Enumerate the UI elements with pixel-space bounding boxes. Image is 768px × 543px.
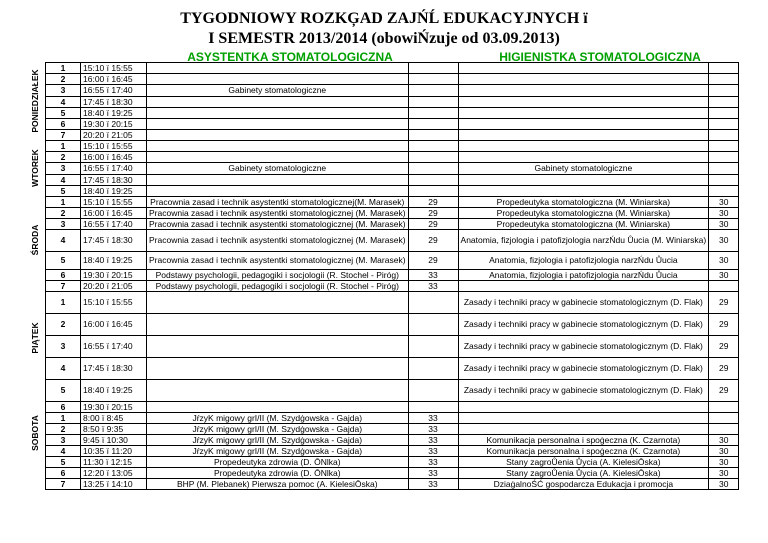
hygienist-room: 29 [709,358,739,380]
lesson-number: 3 [46,435,81,446]
assistant-subject [147,186,409,197]
lesson-time: 16:55 ï 17:40 [81,336,147,358]
assistant-room: 33 [408,281,458,292]
hygienist-subject: Zasady i techniki pracy w gabinecie stomatologicznym (D. Flak) [458,380,709,402]
lesson-number: 4 [46,97,81,108]
hygienist-room [709,130,739,141]
lesson-number: 6 [46,402,81,413]
table-row [46,119,739,130]
lesson-time: 18:40 ï 19:25 [81,108,147,119]
lesson-time: 16:55 ï 17:40 [81,163,147,175]
lesson-time: 17:45 ï 18:30 [81,97,147,108]
lesson-number: 1 [46,197,81,208]
hygienist-room [709,424,739,435]
table-row [46,186,739,197]
lesson-time: 9:45 ï 10:30 [81,435,147,446]
assistant-subject: Pracownia zasad i technik asystentki stomatologicznej(M. Marasek) [147,197,409,208]
lesson-time: 16:00 ï 16:45 [81,74,147,85]
hygienist-subject [458,108,709,119]
lesson-time: 10:35 ï 11:20 [81,446,147,457]
assistant-room: 33 [408,424,458,435]
table-row [46,97,739,108]
lesson-number: 4 [46,446,81,457]
lesson-number: 6 [46,119,81,130]
lesson-number: 7 [46,281,81,292]
hygienist-room [709,63,739,74]
assistant-subject [147,74,409,85]
table-row [46,424,739,435]
assistant-room [408,141,458,152]
hygienist-room: 30 [709,230,739,252]
hygienist-subject [458,186,709,197]
day-label-tuesday: WTOREK [30,148,40,187]
assistant-room [408,63,458,74]
table-row [46,358,739,380]
lesson-time: 16:00 ï 16:45 [81,152,147,163]
lesson-time: 11:30 ï 12:15 [81,457,147,468]
lesson-number: 1 [46,141,81,152]
assistant-subject [147,152,409,163]
hygienist-room [709,402,739,413]
hygienist-subject: Anatomia, fizjologia i patofizjologia narzŃdu Ůucia [458,270,709,281]
assistant-room: 33 [408,479,458,490]
hygienist-subject [458,175,709,186]
assistant-subject [147,336,409,358]
lesson-number: 4 [46,358,81,380]
hygienist-room [709,108,739,119]
assistant-room: 29 [408,219,458,230]
table-row [46,163,739,175]
lesson-number: 4 [46,230,81,252]
lesson-number: 7 [46,479,81,490]
hygienist-room [709,186,739,197]
table-row [46,130,739,141]
hygienist-room: 30 [709,270,739,281]
hygienist-room [709,85,739,97]
assistant-subject: Gabinety stomatologiczne [147,85,409,97]
hygienist-subject: Zasady i techniki pracy w gabinecie stomatologicznym (D. Flak) [458,292,709,314]
table-row [46,252,739,270]
lesson-number: 5 [46,457,81,468]
hygienist-subject [458,130,709,141]
hygienist-room [709,163,739,175]
assistant-room [408,186,458,197]
lesson-time: 12:20 ï 13:05 [81,468,147,479]
table-row [46,270,739,281]
lesson-number: 3 [46,219,81,230]
hygienist-subject: Propedeutyka stomatologiczna (M. Winiarska) [458,208,709,219]
day-label-saturday: SOBOTA [30,414,40,451]
hygienist-subject: Zasady i techniki pracy w gabinecie stomatologicznym (D. Flak) [458,314,709,336]
hygienist-room: 30 [709,468,739,479]
assistant-room [408,74,458,85]
lesson-time: 17:45 ï 18:30 [81,175,147,186]
lesson-time: 17:45 ï 18:30 [81,230,147,252]
hygienist-room [709,175,739,186]
hygienist-room: 30 [709,252,739,270]
table-row [46,435,739,446]
hygienist-room [709,74,739,85]
lesson-time: 16:55 ï 17:40 [81,219,147,230]
table-row [46,85,739,97]
assistant-subject: BHP (M. Plebanek) Pierwsza pomoc (A. KielesiŌska) [147,479,409,490]
assistant-subject: JŕzyK migowy grI/II (M. Szydġowska - Gajda) [147,413,409,424]
hygienist-subject: Propedeutyka stomatologiczna (M. Winiarska) [458,219,709,230]
assistant-subject: Pracownia zasad i technik asystentki stomatologicznej (M. Marasek) [147,230,409,252]
hygienist-subject: Stany zagroŮenia Ůycia (A. KielesiŌska) [458,468,709,479]
lesson-number: 2 [46,152,81,163]
page-title: TYGODNIOWY ROZKĢAD ZAJŃĹ EDUKACYJNYCH ï [180,10,588,27]
lesson-time: 15:10 ï 15:55 [81,292,147,314]
table-row [46,292,739,314]
lesson-number: 2 [46,74,81,85]
hygienist-room [709,281,739,292]
assistant-subject: JŕzyK migowy grI/II (M. Szydġowska - Gajda) [147,446,409,457]
lesson-number: 7 [46,130,81,141]
assistant-room: 33 [408,435,458,446]
table-row [46,479,739,490]
hygienist-subject: Stany zagroŮenia Ůycia (A. KielesiŌska) [458,457,709,468]
hygienist-room: 30 [709,457,739,468]
table-row [46,446,739,457]
table-row [46,108,739,119]
lesson-time: 15:10 ï 15:55 [81,141,147,152]
hygienist-subject [458,141,709,152]
day-label-friday: PIĄTEK [30,321,40,354]
assistant-room [408,130,458,141]
lesson-number: 2 [46,208,81,219]
assistant-room [408,358,458,380]
lesson-number: 3 [46,336,81,358]
hygienist-room [709,152,739,163]
hygienist-subject: Komunikacja personalna i spoġeczna (K. Czarnota) [458,446,709,457]
table-row [46,230,739,252]
lesson-time: 18:40 ï 19:25 [81,380,147,402]
lesson-time: 16:00 ï 16:45 [81,314,147,336]
assistant-subject [147,97,409,108]
lesson-time: 13:25 ï 14:10 [81,479,147,490]
hygienist-subject [458,119,709,130]
assistant-subject: Podstawy psychologii, pedagogiki i socjologii (R. Stochel - Piróg) [147,281,409,292]
lesson-time: 18:40 ï 19:25 [81,252,147,270]
hygienist-room: 29 [709,380,739,402]
assistant-room: 29 [408,230,458,252]
table-row [46,219,739,230]
hygienist-subject [458,74,709,85]
assistant-subject: Propedeutyka zdrowia (D. ŌNlka) [147,468,409,479]
schedule-table [45,62,739,490]
lesson-number: 5 [46,108,81,119]
lesson-number: 6 [46,270,81,281]
hygienist-room [709,141,739,152]
hygienist-room [709,119,739,130]
assistant-subject: Propedeutyka zdrowia (D. ŌNlka) [147,457,409,468]
hygienist-room [709,413,739,424]
hygienist-room: 30 [709,446,739,457]
assistant-room: 33 [408,446,458,457]
lesson-number: 2 [46,314,81,336]
assistant-room [408,175,458,186]
hygienist-subject [458,63,709,74]
assistant-room: 33 [408,413,458,424]
table-row [46,74,739,85]
table-row [46,336,739,358]
assistant-room: 33 [408,270,458,281]
assistant-room [408,85,458,97]
assistant-room: 29 [408,252,458,270]
lesson-number: 3 [46,85,81,97]
table-row [46,281,739,292]
assistant-room: 33 [408,457,458,468]
assistant-room [408,336,458,358]
hygienist-room: 29 [709,336,739,358]
assistant-subject: Gabinety stomatologiczne [147,163,409,175]
table-row [46,63,739,74]
assistant-subject: Pracownia zasad i technik asystentki stomatologicznej (M. Marasek) [147,219,409,230]
lesson-number: 1 [46,63,81,74]
hygienist-room: 30 [709,208,739,219]
assistant-room: 29 [408,208,458,219]
hygienist-subject: Anatomia, fizjologia i patofizjologia narzŃdu Ůucia [458,252,709,270]
table-row [46,457,739,468]
lesson-time: 19:30 ï 20:15 [81,119,147,130]
hygienist-subject: Anatomia, fizjologia i patofizjologia narzŃdu Ůucia (M. Winiarska) [458,230,709,252]
hygienist-subject: Zasady i techniki pracy w gabinecie stomatologicznym (D. Flak) [458,358,709,380]
table-row [46,402,739,413]
page-subtitle: I SEMESTR 2013/2014 (obowiŃzuje od 03.09.2013) [208,30,560,47]
hygienist-subject [458,281,709,292]
lesson-number: 6 [46,468,81,479]
lesson-time: 15:10 ï 15:55 [81,197,147,208]
lesson-number: 4 [46,175,81,186]
hygienist-room: 29 [709,292,739,314]
hygienist-subject: Komunikacja personalna i spoġeczna (K. Czarnota) [458,435,709,446]
hygienist-subject: Propedeutyka stomatologiczna (M. Winiarska) [458,197,709,208]
lesson-time: 20:20 ï 21:05 [81,130,147,141]
hygienist-subject [458,402,709,413]
hygienist-subject: Gabinety stomatologiczne [458,163,709,175]
lesson-number: 1 [46,413,81,424]
hygienist-room: 30 [709,219,739,230]
hygienist-subject: Zasady i techniki pracy w gabinecie stomatologicznym (D. Flak) [458,336,709,358]
assistant-subject: JŕzyK migowy grI/II (M. Szydġowska - Gajda) [147,424,409,435]
hygienist-subject [458,85,709,97]
assistant-room [408,380,458,402]
assistant-subject [147,63,409,74]
hygienist-subject: DziaġalnoŚĆ gospodarcza Edukacja i promocja [458,479,709,490]
assistant-subject [147,119,409,130]
assistant-room [408,119,458,130]
hygienist-room: 30 [709,479,739,490]
lesson-time: 19:30 ï 20:15 [81,402,147,413]
assistant-room [408,163,458,175]
assistant-subject [147,402,409,413]
table-row [46,208,739,219]
assistant-room [408,292,458,314]
day-label-monday: PONIEDZIAŁEK [30,69,40,133]
assistant-room [408,314,458,336]
hygienist-subject [458,97,709,108]
table-row [46,380,739,402]
hygienist-section-header: HIGIENISTKA STOMATOLOGICZNA [499,50,701,64]
assistant-section-header: ASYSTENTKA STOMATOLOGICZNA [187,50,393,64]
assistant-room [408,108,458,119]
assistant-subject: Pracownia zasad i technik asystentki stomatologicznej (M. Marasek) [147,208,409,219]
table-row [46,197,739,208]
hygienist-subject [458,424,709,435]
lesson-time: 19:30 ï 20:15 [81,270,147,281]
assistant-subject [147,358,409,380]
assistant-subject [147,292,409,314]
table-row [46,468,739,479]
assistant-subject [147,108,409,119]
assistant-subject: JŕzyK migowy grI/II (M. Szydġowska - Gajda) [147,435,409,446]
hygienist-subject [458,413,709,424]
assistant-subject [147,314,409,336]
hygienist-subject [458,152,709,163]
assistant-room [408,97,458,108]
table-row [46,141,739,152]
lesson-time: 16:55 ï 17:40 [81,85,147,97]
table-row [46,314,739,336]
lesson-number: 5 [46,380,81,402]
day-label-wednesday: ŚRODA [30,224,40,256]
table-row [46,152,739,163]
lesson-time: 8:00 ï 8:45 [81,413,147,424]
assistant-subject: Podstawy psychologii, pedagogiki i socjologii (R. Stochel - Piróg) [147,270,409,281]
table-row [46,175,739,186]
table-row [46,413,739,424]
assistant-room: 29 [408,197,458,208]
hygienist-room: 30 [709,435,739,446]
assistant-room [408,152,458,163]
assistant-subject: Pracownia zasad i technik asystentki stomatologicznej (M. Marasek) [147,252,409,270]
hygienist-room: 30 [709,197,739,208]
lesson-number: 3 [46,163,81,175]
lesson-number: 5 [46,252,81,270]
lesson-time: 17:45 ï 18:30 [81,358,147,380]
lesson-time: 15:10 ï 15:55 [81,63,147,74]
lesson-time: 18:40 ï 19:25 [81,186,147,197]
lesson-time: 20:20 ï 21:05 [81,281,147,292]
assistant-subject [147,380,409,402]
hygienist-room: 29 [709,314,739,336]
lesson-time: 16:00 ï 16:45 [81,208,147,219]
lesson-number: 1 [46,292,81,314]
assistant-subject [147,175,409,186]
assistant-subject [147,130,409,141]
assistant-room: 33 [408,468,458,479]
lesson-number: 2 [46,424,81,435]
lesson-time: 8:50 ï 9:35 [81,424,147,435]
lesson-number: 5 [46,186,81,197]
assistant-subject [147,141,409,152]
assistant-room [408,402,458,413]
hygienist-room [709,97,739,108]
